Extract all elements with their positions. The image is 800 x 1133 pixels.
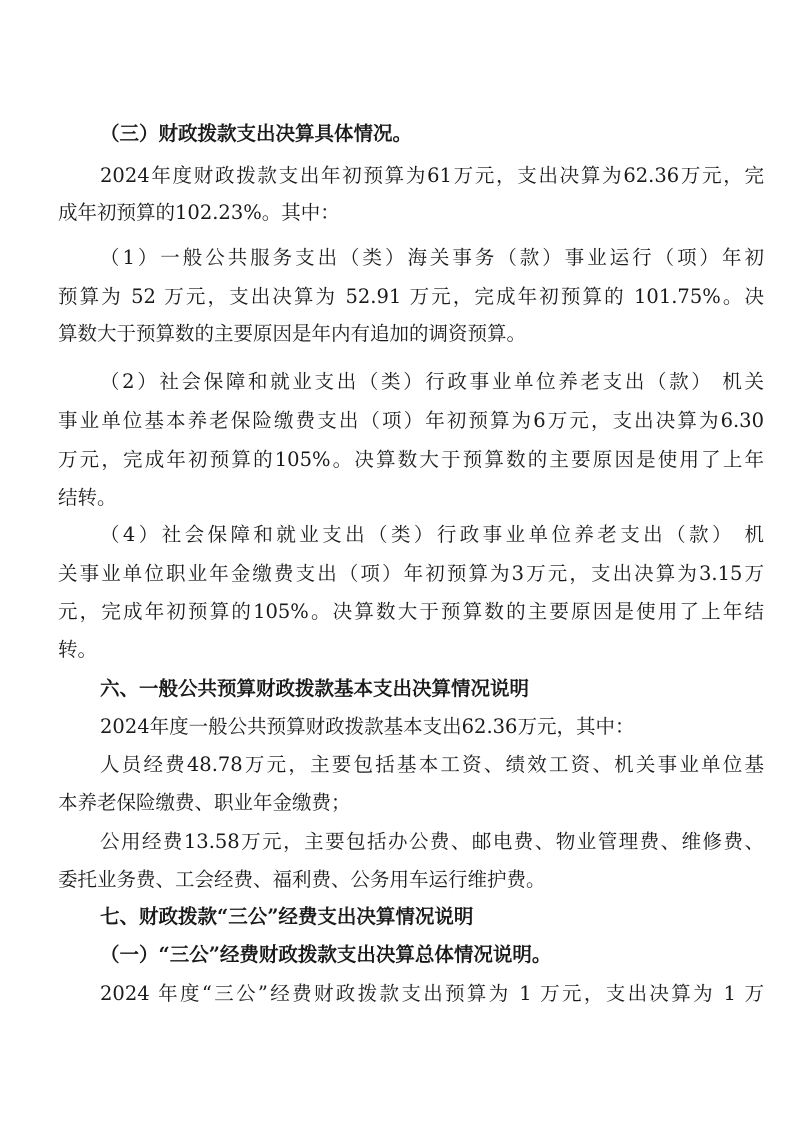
paragraph-line: （2）社会保障和就业支出（类）行政事业单位养老支出（款） 机关 [100,370,764,393]
paragraph-line: 公用经费13.58万元，主要包括办公费、邮电费、物业管理费、维修费、 [100,830,764,853]
paragraph-line: 2024年度财政拨款支出年初预算为61万元，支出决算为62.36万元，完 [100,164,764,187]
paragraph-line: 万元，完成年初预算的105%。决算数大于预算数的主要原因是使用了上年 [58,448,764,471]
section-six-heading: 六、一般公共预算财政拨款基本支出决算情况说明 [100,677,530,700]
paragraph-line: 2024年度一般公共预算财政拨款基本支出62.36万元，其中： [100,715,635,738]
paragraph-line: （1）一般公共服务支出（类）海关事务（款）事业运行（项）年初 [100,246,764,269]
paragraph-line: 委托业务费、工会经费、福利费、公务用车运行维护费。 [58,868,546,891]
paragraph-line: 事业单位基本养老保险缴费支出（项）年初预算为6万元，支出决算为6.30 [58,409,764,432]
section-three-heading: （三）财政拨款支出决算具体情况。 [100,122,413,145]
paragraph-line: 本养老保险缴费、职业年金缴费； [58,791,351,814]
paragraph-line: 关事业单位职业年金缴费支出（项）年初预算为3万元，支出决算为3.15万 [58,562,764,585]
paragraph-line: 成年初预算的102.23%。其中： [58,201,340,224]
paragraph-line: 预算为 52 万元，支出决算为 52.91 万元，完成年初预算的 101.75%。决 [58,285,764,308]
paragraph-line: 人员经费48.78万元，主要包括基本工资、绩效工资、机关事业单位基 [100,753,764,776]
paragraph-line: 元，完成年初预算的105%。决算数大于预算数的主要原因是使用了上年结 [58,600,764,623]
subsection-one-heading: （一）“三公”经费财政拨款支出决算总体情况说明。 [100,943,552,966]
section-seven-heading: 七、财政拨款“三公”经费支出决算情况说明 [100,905,474,928]
paragraph-line: 2024 年度“三公”经费财政拨款支出预算为 1 万元，支出决算为 1 万 [100,982,764,1005]
paragraph-line: 算数大于预算数的主要原因是年内有追加的调资预算。 [58,322,527,345]
paragraph-line: （4）社会保障和就业支出（类）行政事业单位养老支出（款） 机 [100,523,764,546]
paragraph-line: 结转。 [58,486,117,509]
paragraph-line: 转。 [58,638,98,661]
